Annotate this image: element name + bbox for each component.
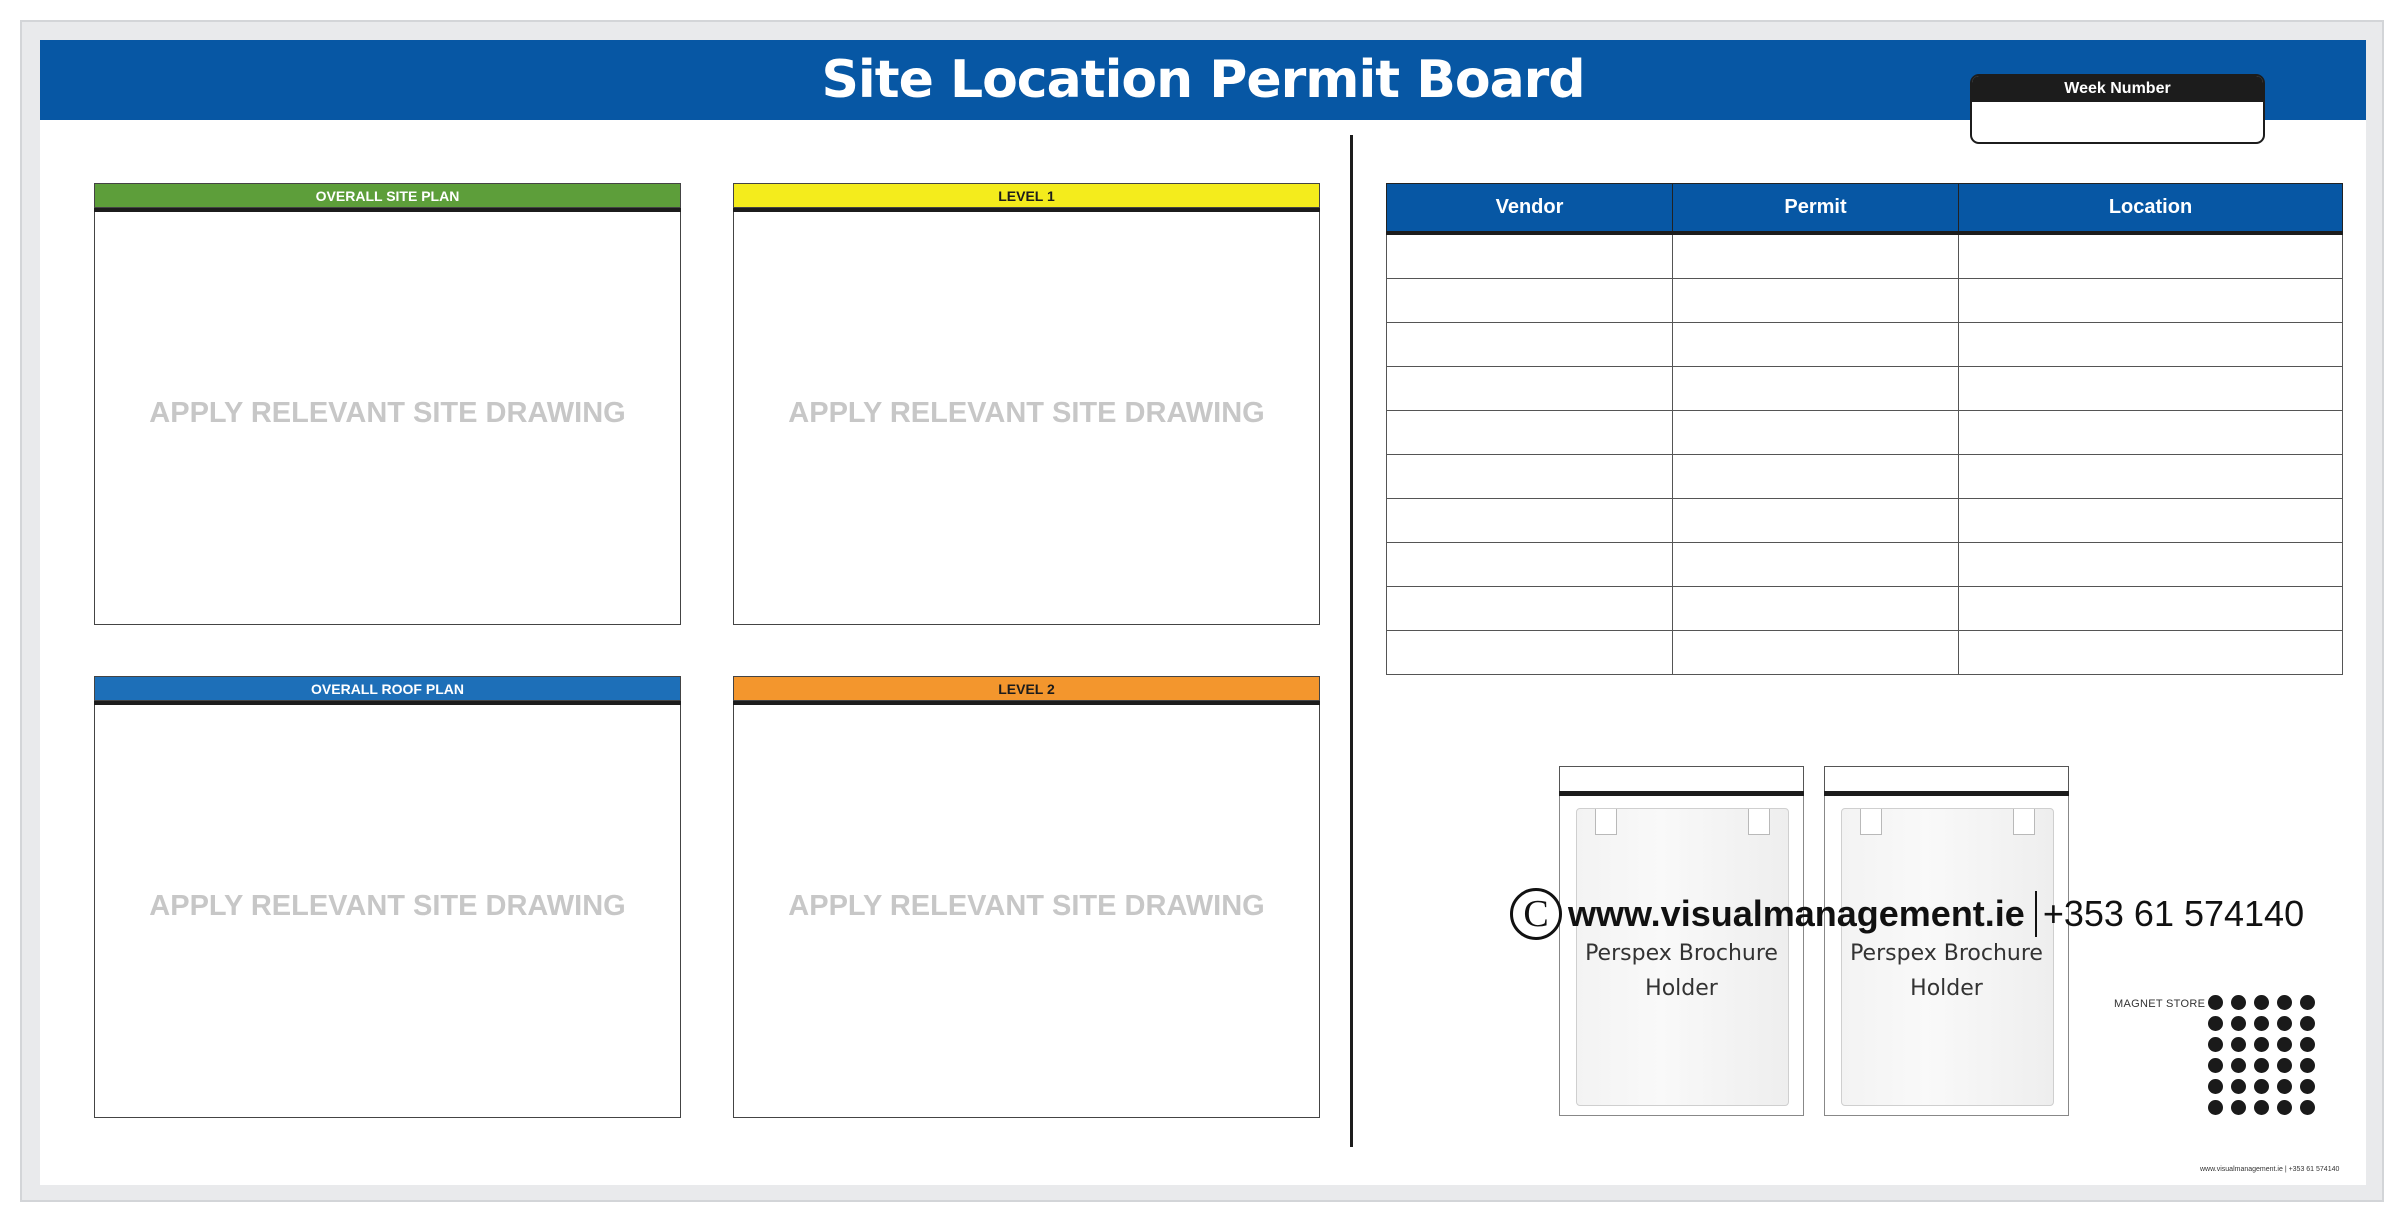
table-header-row	[1387, 184, 2343, 234]
magnet-icon[interactable]	[2208, 995, 2223, 1010]
table-row	[1387, 499, 2343, 543]
column-header-permit: Permit	[1673, 184, 1959, 234]
drawing-area	[733, 705, 1320, 1118]
drawing-placeholder: APPLY RELEVANT SITE DRAWING	[788, 396, 1265, 429]
pocket-notch	[1748, 809, 1770, 835]
magnet-icon[interactable]	[2254, 995, 2269, 1010]
table-row	[1387, 279, 2343, 323]
panel-level-2	[733, 676, 1320, 1118]
magnet-store-label: MAGNET STORE	[2114, 998, 2206, 1010]
magnet-icon[interactable]	[2208, 1037, 2223, 1052]
magnet-store	[2208, 995, 2318, 1115]
table-row	[1387, 367, 2343, 411]
magnet-icon[interactable]	[2254, 1016, 2269, 1031]
watermark-url: www.visualmanagement.ie	[1568, 893, 2025, 934]
panel-header: OVERALL ROOF PLAN	[94, 676, 681, 701]
drawing-placeholder: APPLY RELEVANT SITE DRAWING	[149, 396, 626, 429]
location-cell[interactable]	[1959, 455, 2343, 499]
magnet-icon[interactable]	[2277, 1016, 2292, 1031]
magnet-icon[interactable]	[2208, 1079, 2223, 1094]
magnet-icon[interactable]	[2254, 1058, 2269, 1073]
magnet-icon[interactable]	[2254, 1079, 2269, 1094]
pocket-notch	[1860, 809, 1882, 835]
permit-board	[40, 40, 2366, 1185]
magnet-icon[interactable]	[2277, 1100, 2292, 1115]
magnet-icon[interactable]	[2300, 1058, 2315, 1073]
magnet-icon[interactable]	[2277, 1079, 2292, 1094]
table-row	[1387, 587, 2343, 631]
table-row	[1387, 543, 2343, 587]
drawing-area	[94, 212, 681, 625]
panel-header: LEVEL 2	[733, 676, 1320, 701]
copyright-icon: C	[1510, 888, 1562, 940]
location-cell[interactable]	[1959, 499, 2343, 543]
magnet-icon[interactable]	[2231, 1058, 2246, 1073]
drawing-area	[733, 212, 1320, 625]
table-row	[1387, 323, 2343, 367]
magnet-icon[interactable]	[2300, 995, 2315, 1010]
drawing-area	[94, 705, 681, 1118]
magnet-icon[interactable]	[2231, 1016, 2246, 1031]
week-number-value[interactable]	[1972, 102, 2263, 142]
location-cell[interactable]	[1959, 279, 2343, 323]
title-banner	[40, 40, 2366, 120]
table-row	[1387, 233, 2343, 279]
drawing-placeholder: APPLY RELEVANT SITE DRAWING	[149, 889, 626, 922]
permit-table	[1386, 183, 2343, 675]
magnet-icon[interactable]	[2254, 1100, 2269, 1115]
location-cell[interactable]	[1959, 587, 2343, 631]
vendor-cell[interactable]	[1387, 631, 1673, 675]
panel-overall-site-plan	[94, 183, 681, 625]
panel-header: OVERALL SITE PLAN	[94, 183, 681, 208]
location-cell[interactable]	[1959, 411, 2343, 455]
vendor-cell[interactable]	[1387, 543, 1673, 587]
permit-cell[interactable]	[1673, 543, 1959, 587]
watermark-separator	[2035, 891, 2037, 937]
holder-label-line1: Perspex Brochure	[1850, 941, 2043, 966]
permit-cell[interactable]	[1673, 279, 1959, 323]
magnet-icon[interactable]	[2254, 1037, 2269, 1052]
vendor-cell[interactable]	[1387, 367, 1673, 411]
pocket-notch	[2013, 809, 2035, 835]
holder-label-line2: Holder	[1645, 976, 1718, 1001]
magnet-icon[interactable]	[2208, 1100, 2223, 1115]
holder-body	[1559, 796, 1804, 1116]
drawing-placeholder: APPLY RELEVANT SITE DRAWING	[788, 889, 1265, 922]
location-cell[interactable]	[1959, 543, 2343, 587]
footer-credit: www.visualmanagement.ie | +353 61 574140	[2200, 1166, 2340, 1173]
holder-label	[1825, 936, 2068, 1006]
magnet-icon[interactable]	[2300, 1079, 2315, 1094]
vendor-cell[interactable]	[1387, 587, 1673, 631]
permit-cell[interactable]	[1673, 367, 1959, 411]
watermark-phone: +353 61 574140	[2042, 893, 2305, 934]
vendor-cell[interactable]	[1387, 233, 1673, 279]
holder-label-line1: Perspex Brochure	[1585, 941, 1778, 966]
vendor-cell[interactable]	[1387, 323, 1673, 367]
copyright-watermark	[1510, 882, 2304, 946]
panel-overall-roof-plan	[94, 676, 681, 1118]
board-title: Site Location Permit Board	[821, 50, 1585, 110]
magnet-icon[interactable]	[2277, 1037, 2292, 1052]
vendor-cell[interactable]	[1387, 411, 1673, 455]
location-cell[interactable]	[1959, 631, 2343, 675]
permit-cell[interactable]	[1673, 499, 1959, 543]
week-number-box[interactable]	[1970, 74, 2265, 144]
magnet-icon[interactable]	[2300, 1037, 2315, 1052]
location-cell[interactable]	[1959, 367, 2343, 411]
permit-cell[interactable]	[1673, 631, 1959, 675]
holder-tab	[1559, 766, 1804, 791]
table-row	[1387, 411, 2343, 455]
holder-label-line2: Holder	[1910, 976, 1983, 1001]
week-number-label: Week Number	[1972, 76, 2263, 102]
magnet-icon[interactable]	[2208, 1058, 2223, 1073]
vendor-cell[interactable]	[1387, 455, 1673, 499]
vendor-cell[interactable]	[1387, 499, 1673, 543]
panel-header: LEVEL 1	[733, 183, 1320, 208]
magnet-icon[interactable]	[2231, 1079, 2246, 1094]
permit-cell[interactable]	[1673, 323, 1959, 367]
holder-body	[1824, 796, 2069, 1116]
magnet-icon[interactable]	[2277, 995, 2292, 1010]
panel-level-1	[733, 183, 1320, 625]
permit-cell[interactable]	[1673, 411, 1959, 455]
magnet-icon[interactable]	[2277, 1058, 2292, 1073]
magnet-icon[interactable]	[2300, 1100, 2315, 1115]
location-cell[interactable]	[1959, 233, 2343, 279]
vertical-divider	[1350, 135, 1353, 1147]
table-row	[1387, 631, 2343, 675]
magnet-icon[interactable]	[2231, 1037, 2246, 1052]
column-header-vendor: Vendor	[1387, 184, 1673, 234]
table-row	[1387, 455, 2343, 499]
holder-tab	[1824, 766, 2069, 791]
column-header-location: Location	[1959, 184, 2343, 234]
magnet-icon[interactable]	[2208, 1016, 2223, 1031]
permit-cell[interactable]	[1673, 455, 1959, 499]
magnet-icon[interactable]	[2231, 1100, 2246, 1115]
location-cell[interactable]	[1959, 323, 2343, 367]
permit-cell[interactable]	[1673, 587, 1959, 631]
pocket-notch	[1595, 809, 1617, 835]
magnet-icon[interactable]	[2300, 1016, 2315, 1031]
vendor-cell[interactable]	[1387, 279, 1673, 323]
permit-cell[interactable]	[1673, 233, 1959, 279]
magnet-icon[interactable]	[2231, 995, 2246, 1010]
holder-label	[1560, 936, 1803, 1006]
